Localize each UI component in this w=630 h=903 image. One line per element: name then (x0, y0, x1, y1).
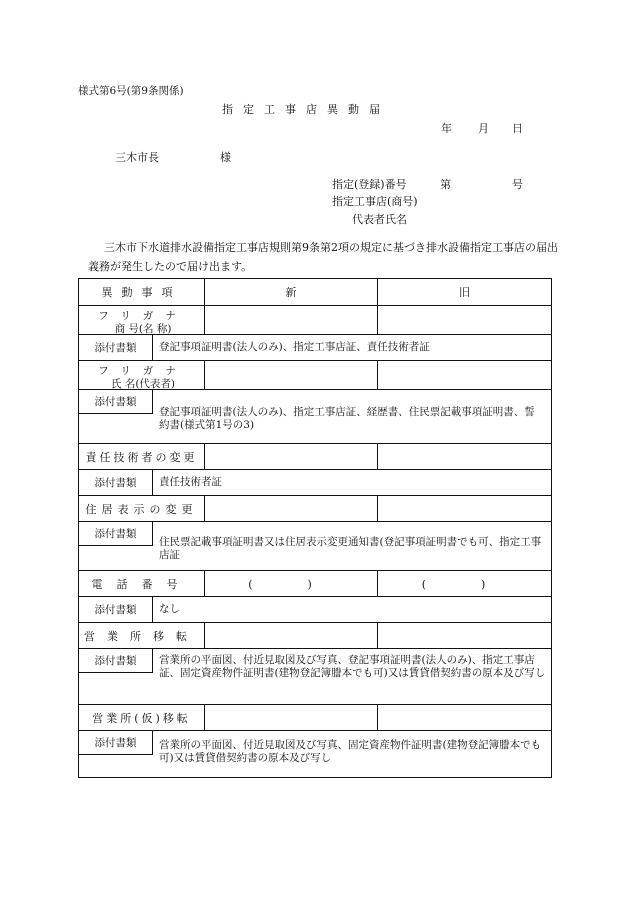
attach-label: 添付書類 (79, 731, 153, 755)
phone-new-parens: ( ) (248, 577, 334, 591)
addressee-mayor: 三木市長 (115, 151, 159, 164)
address-change-old[interactable] (378, 496, 551, 521)
temp-office-move-row (79, 704, 551, 730)
attach-row-tech-change (79, 469, 551, 495)
temp-office-move-new[interactable] (205, 705, 378, 730)
phone-row (79, 570, 551, 596)
header-old: 旧 (459, 286, 470, 299)
rep-name-new[interactable] (205, 361, 378, 389)
trade-name-old[interactable] (378, 306, 551, 334)
office-move-old[interactable] (378, 623, 551, 648)
tech-change-label: 責任技術者の変更 (79, 444, 205, 469)
phone-old-parens: ( ) (421, 577, 508, 591)
office-move-row (79, 622, 551, 648)
form-number: 様式第6号(第9条関係) (78, 85, 184, 97)
attach-label: 添付書類 (79, 470, 153, 496)
date-year: 年 (441, 122, 452, 135)
address-change-label: 住居表示の変更 (79, 496, 205, 521)
rep-name-label: 氏 名(代表者) (110, 378, 176, 390)
office-move-new[interactable] (205, 623, 378, 648)
attach-docs-tech-change: 責任技術者証 (159, 476, 222, 488)
tech-change-new[interactable] (205, 444, 378, 469)
table-header-row (79, 279, 551, 305)
rep-name-furigana: フリガナ (98, 365, 188, 377)
attach-label: 添付書類 (79, 597, 153, 623)
header-new: 新 (205, 279, 378, 305)
attach-docs-trade-name: 登記事項証明書(法人のみ)、指定工事店証、責任技術者証 (159, 341, 430, 353)
attach-docs-office-move: 営業所の平面図、付近見取図及び写真、登記事項証明書(法人のみ)、指定工事店証、固定資産物件証明書(建物登記簿謄本でも可)又は賃貸借契約書の原本及び写し (159, 654, 546, 679)
representative-name-label: 代表者氏名 (352, 213, 407, 226)
registration-number-label: 指定(登録)番号 (332, 178, 407, 191)
rep-name-label-cell (79, 361, 205, 389)
registration-number-go: 号 (512, 178, 523, 191)
rep-name-old[interactable] (378, 361, 551, 389)
notification-body: 三木市下水道排水設備指定工事店規則第9条第2項の規定に基づき排水設備指定工事店の届出義務が発生したので届け出ます。 (88, 241, 558, 273)
attach-row-phone (79, 596, 551, 622)
temp-office-move-old[interactable] (378, 705, 551, 730)
attach-row-rep-name (79, 389, 551, 443)
date-month: 月 (478, 122, 489, 135)
phone-new[interactable] (205, 571, 378, 596)
office-move-label: 営業所移転 (79, 623, 205, 648)
attach-row-address-change (79, 521, 551, 570)
attach-label: 添付書類 (79, 335, 153, 361)
trade-name-row (79, 305, 551, 334)
attach-row-trade-name (79, 334, 551, 360)
temp-office-move-label: 営業所(仮)移転 (79, 705, 205, 730)
phone-old[interactable] (378, 571, 551, 596)
registration-number-dai: 第 (440, 178, 451, 191)
tech-change-old[interactable] (378, 444, 551, 469)
attach-row-temp-office-move (79, 730, 551, 777)
header-item: 異動事項 (79, 279, 205, 305)
attach-docs-phone: なし (159, 603, 180, 615)
shop-name-label: 指定工事店(商号) (332, 195, 418, 208)
date-day: 日 (512, 122, 523, 135)
rep-name-row (79, 360, 551, 389)
attach-label: 添付書類 (79, 390, 153, 414)
attach-label: 添付書類 (79, 649, 153, 673)
document-title: 指定工事店異動届 (222, 103, 390, 116)
change-table (78, 278, 552, 778)
trade-name-furigana: フリガナ (98, 310, 188, 322)
attach-docs-temp-office-move: 営業所の平面図、付近見取図及び写真、固定資産物件証明書(建物登記簿謄本でも可)又は賃貸借契約書の原本及び写し (159, 739, 542, 764)
trade-name-new[interactable] (205, 306, 378, 334)
trade-name-label: 商 号(名 称) (114, 323, 172, 335)
attach-docs-address-change: 住民票記載事項証明書又は住居表示変更通知書(登記事項証明書でも可、指定工事店証 (159, 536, 542, 561)
trade-name-label-cell (79, 306, 205, 334)
tech-change-row (79, 443, 551, 469)
address-change-row (79, 495, 551, 521)
address-change-new[interactable] (205, 496, 378, 521)
phone-label: 電話番号 (79, 571, 205, 596)
attach-docs-rep-name: 登記事項証明書(法人のみ)、指定工事店証、経歴書、住民票記載事項証明書、誓約書(様式第1号の3) (159, 406, 535, 431)
attach-label: 添付書類 (79, 522, 153, 546)
attach-row-office-move (79, 648, 551, 704)
addressee-honorific: 様 (220, 151, 231, 164)
